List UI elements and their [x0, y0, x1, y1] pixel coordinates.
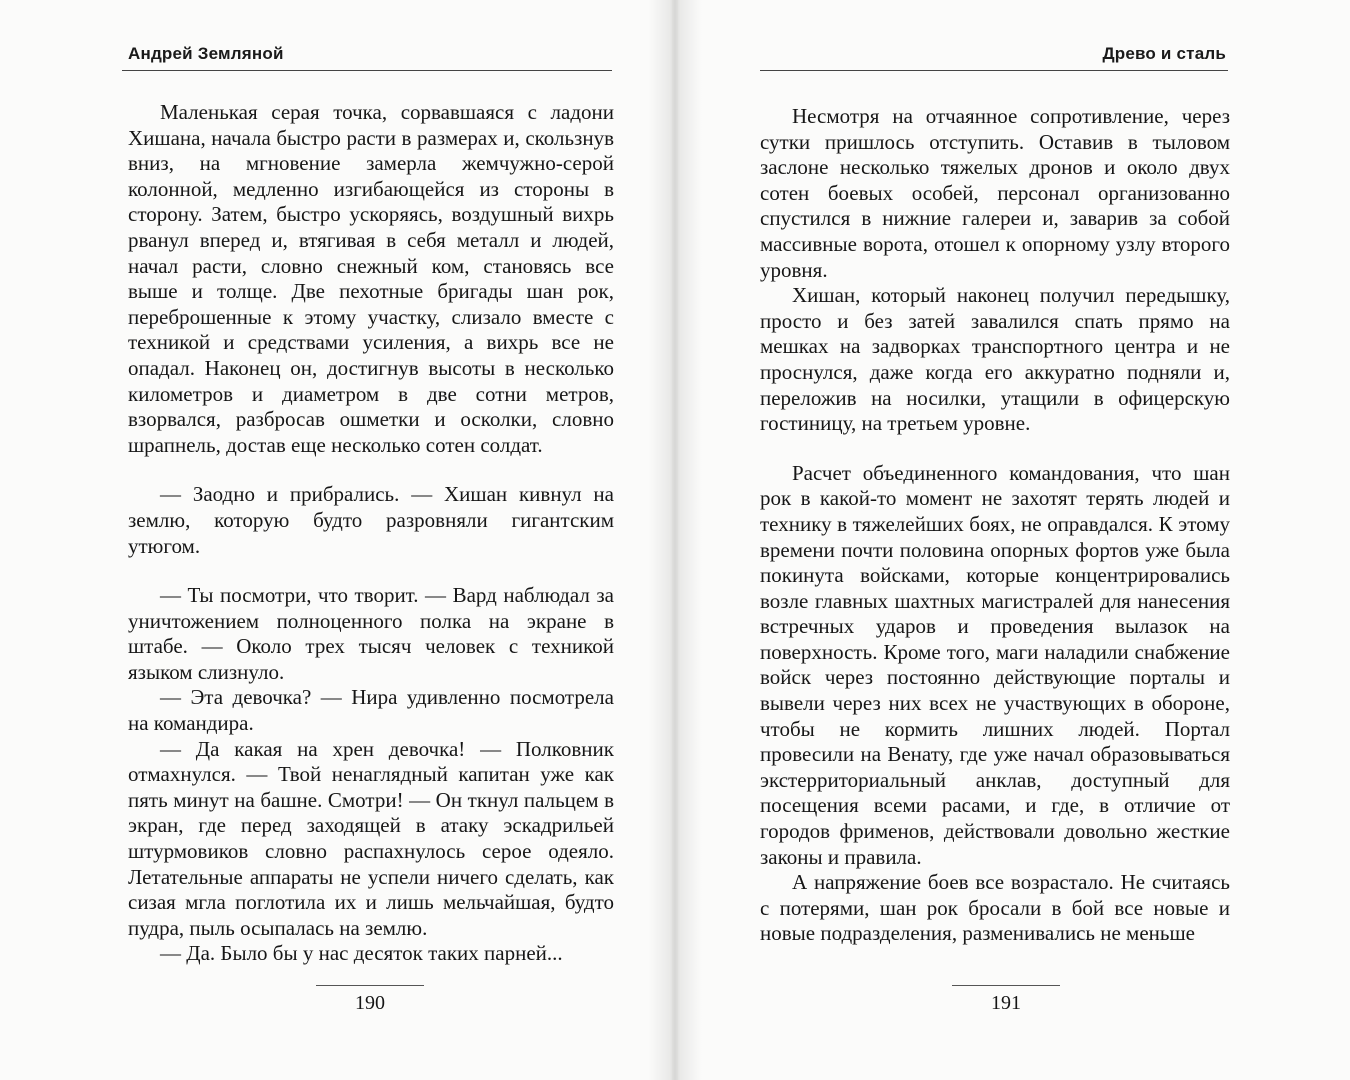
header-rule: [122, 70, 612, 71]
running-head-author: Андрей Земляной: [128, 44, 284, 63]
paragraph: Хишан, который наконец получил передышку, просто и без затей завалился спать прямо на мешках на задворках транспортного центра и не проснулся, даже когда его аккуратно подняли и, переложив на носилки, утащили в офицерскую гостиницу, на третьем уровне.: [760, 283, 1230, 436]
footer-rule: [316, 985, 424, 986]
paragraph: — Ты посмотри, что творит. — Вард наблюдал за уничтожением полноценного полка на экране в штабе. — Около трех тысяч человек с техникой языком слизнуло.: [128, 583, 614, 684]
paragraph: — Эта девочка? — Нира удивленно посмотрела на командира.: [128, 685, 614, 736]
paragraph: — Да. Было бы у нас десяток таких парней...: [160, 941, 563, 966]
paragraph: Несмотря на отчаянное сопротивление, через сутки пришлось отступить. Оставив в тыловом заслоне несколько тяжелых дронов и около двух сотен боевых особей, персонал организованно спустился в нижние галереи и, заварив за собой массивные ворота, отошел к опорному узлу второго уровня.: [760, 104, 1230, 282]
paragraph-gap: [128, 559, 614, 583]
paragraph: — Да какая на хрен девочка! — Полковник отмахнулся. — Твой ненаглядный капитан уже как пять минут на башне. Смотри! — Он ткнул пальцем в экран, где перед заходящей в атаку эскадрильей штурмовиков словно распахнулось серое одеяло. Летательные аппараты не успели ничего сделать, как сизая мгла поглотила их и лишь мельчайшая, будто пудра, пыль осыпалась на землю.: [128, 736, 614, 940]
right-page-body: [760, 104, 1230, 947]
running-head-title: Древо и сталь: [1102, 44, 1226, 63]
paragraph: Расчет объединенного командования, что шан рок в какой-то момент не захотят терять людей и технику в тяжелейших боях, не оправдался. К этому времени почти половина опорных фортов уже была покинута войсками, которые концентрировались возле главных шахтных магистралей для нанесения встречных ударов и проведения вылазок на поверхность. Кроме того, маги наладили снабжение войск через постоянно действующие порталы и вывели через них всех не участвующих в обороне, чтобы не кормить лишних людей. Портал провесили на Венату, где уже начал образовываться экстерриториальный анклав, доступный для посещения всеми расами, и где, в отличие от городов фрименов, действовали довольно жесткие законы и правила.: [760, 460, 1230, 869]
right-page: [678, 0, 1350, 1080]
page-number: 191: [991, 992, 1021, 1014]
paragraph: Маленькая серая точка, сорвавшаяся с ладони Хишана, начала быстро расти в размерах и, скользнув вниз, на мгновение замерла жемчужно-серой колонной, медленно изгибающейся из стороны в сторону. Затем, быстро ускоряясь, воздушный вихрь рванул вперед и, втягивая в себя металл и людей, начал расти, словно снежный ком, становясь все выше и толще. Две пехотные бригады шан рок, переброшенные к этому участку, слизало вместе с техникой и средствами усиления, а вихрь все не опадал. Наконец он, достигнув высоты в несколько километров и диаметром в две сотни метров, взорвался, разбросав ошметки и осколки, словно шрапнель, достав еще несколько сотен солдат.: [128, 100, 614, 457]
paragraph: А напряжение боев все возрастало. Не считаясь с потерями, шан рок бросали в бой все новые и новые подразделения, разменивались не меньше: [760, 870, 1230, 946]
page-number: 190: [355, 992, 385, 1014]
left-page: [0, 0, 672, 1080]
paragraph: — Заодно и прибрались. — Хишан кивнул на землю, которую будто разровняли гигантским утюгом.: [128, 482, 614, 558]
header-rule: [760, 70, 1228, 71]
footer-rule: [952, 985, 1060, 986]
book-gutter-shadow: [648, 0, 702, 1080]
left-page-body: [128, 100, 614, 967]
paragraph-gap: [128, 458, 614, 482]
paragraph-gap: [760, 437, 1230, 461]
